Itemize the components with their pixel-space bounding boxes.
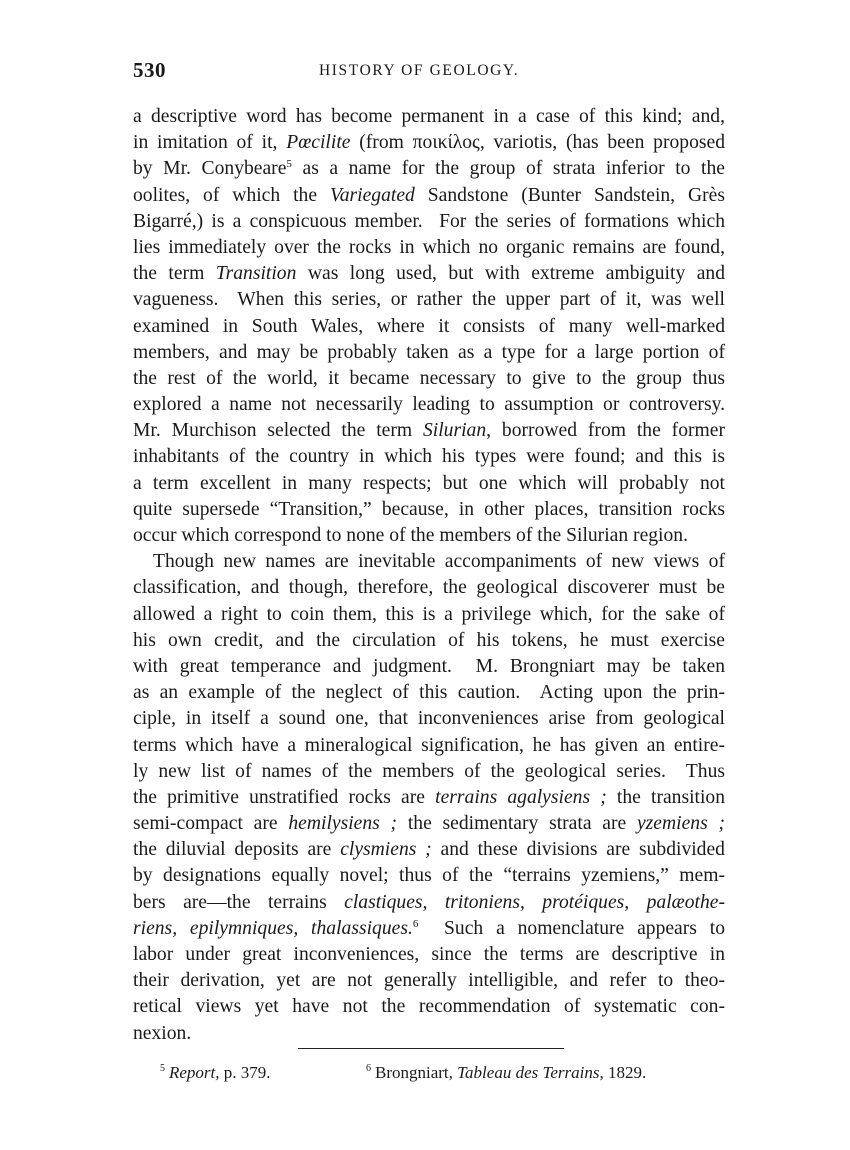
text-line: bers are—the terrains clastiques, tritoniens, protéiques, palæothe-	[133, 891, 725, 913]
footnote-divider	[298, 1048, 564, 1049]
page-number: 530	[133, 58, 166, 82]
text-line: quite supersede “Transition,” because, in other places, transition rocks	[133, 498, 725, 520]
text-line: ly new list of names of the members of the geological series. Thus	[133, 760, 725, 782]
text-line: retical views yet have not the recommendation of systematic con-	[133, 996, 725, 1018]
text-line: by Mr. Conybeare$^5$ as a name for the group of strata inferior to the	[133, 158, 725, 180]
text-line: the primitive unstratified rocks are terrains agalysiens ; the transition	[133, 786, 726, 808]
footnote-6: $^6$ Brongniart, Tableau des Terrains, 1829.	[366, 1063, 647, 1082]
text-line: inhabitants of the country in which his types were found; and this is	[133, 446, 725, 468]
text-line: riens, epilymniques, thalassiques.$^6$ Such a nomenclature appears to	[133, 917, 725, 939]
text-line: semi-compact are hemilysiens ; the sedimentary strata are yzemiens ;	[133, 813, 725, 835]
body-text	[133, 104, 725, 1047]
text-line: Bigarré,) is a conspicuous member. For the series of formations which	[133, 210, 725, 232]
text-line: by designations equally novel; thus of the “terrains yzemiens,” mem-	[133, 865, 725, 887]
text-line: the diluvial deposits are clysmiens ; and these divisions are subdivided	[133, 839, 725, 861]
text-line: the rest of the world, it became necessary to give to the group thus	[133, 367, 725, 389]
text-line: occur which correspond to none of the members of the Silurian region.	[133, 525, 688, 546]
text-line: lies immediately over the rocks in which no organic remains are found,	[133, 236, 725, 258]
text-line: his own credit, and the circulation of his tokens, he must exercise	[133, 629, 725, 651]
footnotes	[160, 1063, 720, 1091]
page-header	[133, 58, 723, 88]
text-line: explored a name not necessarily leading to assumption or controversy.	[133, 394, 725, 416]
text-line: a descriptive word has become permanent in a case of this kind; and,	[133, 106, 725, 127]
text-line: nexion.	[133, 1022, 192, 1044]
text-line: vagueness. When this series, or rather the upper part of it, was well	[133, 289, 725, 311]
footnote-ref-6: 6	[412, 917, 419, 930]
footnote-5: $^5$ Report, p. 379.	[160, 1063, 271, 1082]
text-line: labor under great inconveniences, since the terms are descriptive in	[133, 944, 725, 965]
text-line: their derivation, yet are not generally intelligible, and refer to theo-	[133, 970, 725, 992]
text-line: the term Transition was long used, but with extreme ambiguity and	[133, 263, 726, 285]
running-title: HISTORY OF GEOLOGY.	[319, 62, 520, 79]
text-line: terms which have a mineralogical signification, he has given an entire-	[133, 734, 725, 756]
text-line: classification, and though, therefore, the geological discoverer must be	[133, 577, 725, 599]
text-line: members, and may be probably taken as a type for a large portion of	[133, 341, 725, 363]
text-line: Though new names are inevitable accompaniments of new views of	[153, 551, 725, 573]
text-line: oolites, of which the Variegated Sandstone (Bunter Sandstein, Grès	[133, 184, 725, 206]
text-line: Mr. Murchison selected the term Silurian, borrowed from the former	[133, 420, 725, 442]
text-line: examined in South Wales, where it consists of many well-marked	[133, 315, 725, 337]
text-line: allowed a right to coin them, this is a privilege which, for the sake of	[133, 603, 725, 625]
text-line: a term excellent in many respects; but one which will probably not	[133, 472, 725, 494]
text-line: ciple, in itself a sound one, that inconveniences arise from geological	[133, 708, 725, 730]
footnote-ref-5: 5	[286, 158, 292, 171]
text-line: in imitation of it, Pœcilite (from ποικίλος, variotis, (has been proposed	[133, 132, 725, 154]
text-line: as an example of the neglect of this caution. Acting upon the prin-	[133, 682, 725, 704]
text-line: with great temperance and judgment. M. Brongniart may be taken	[133, 655, 725, 677]
